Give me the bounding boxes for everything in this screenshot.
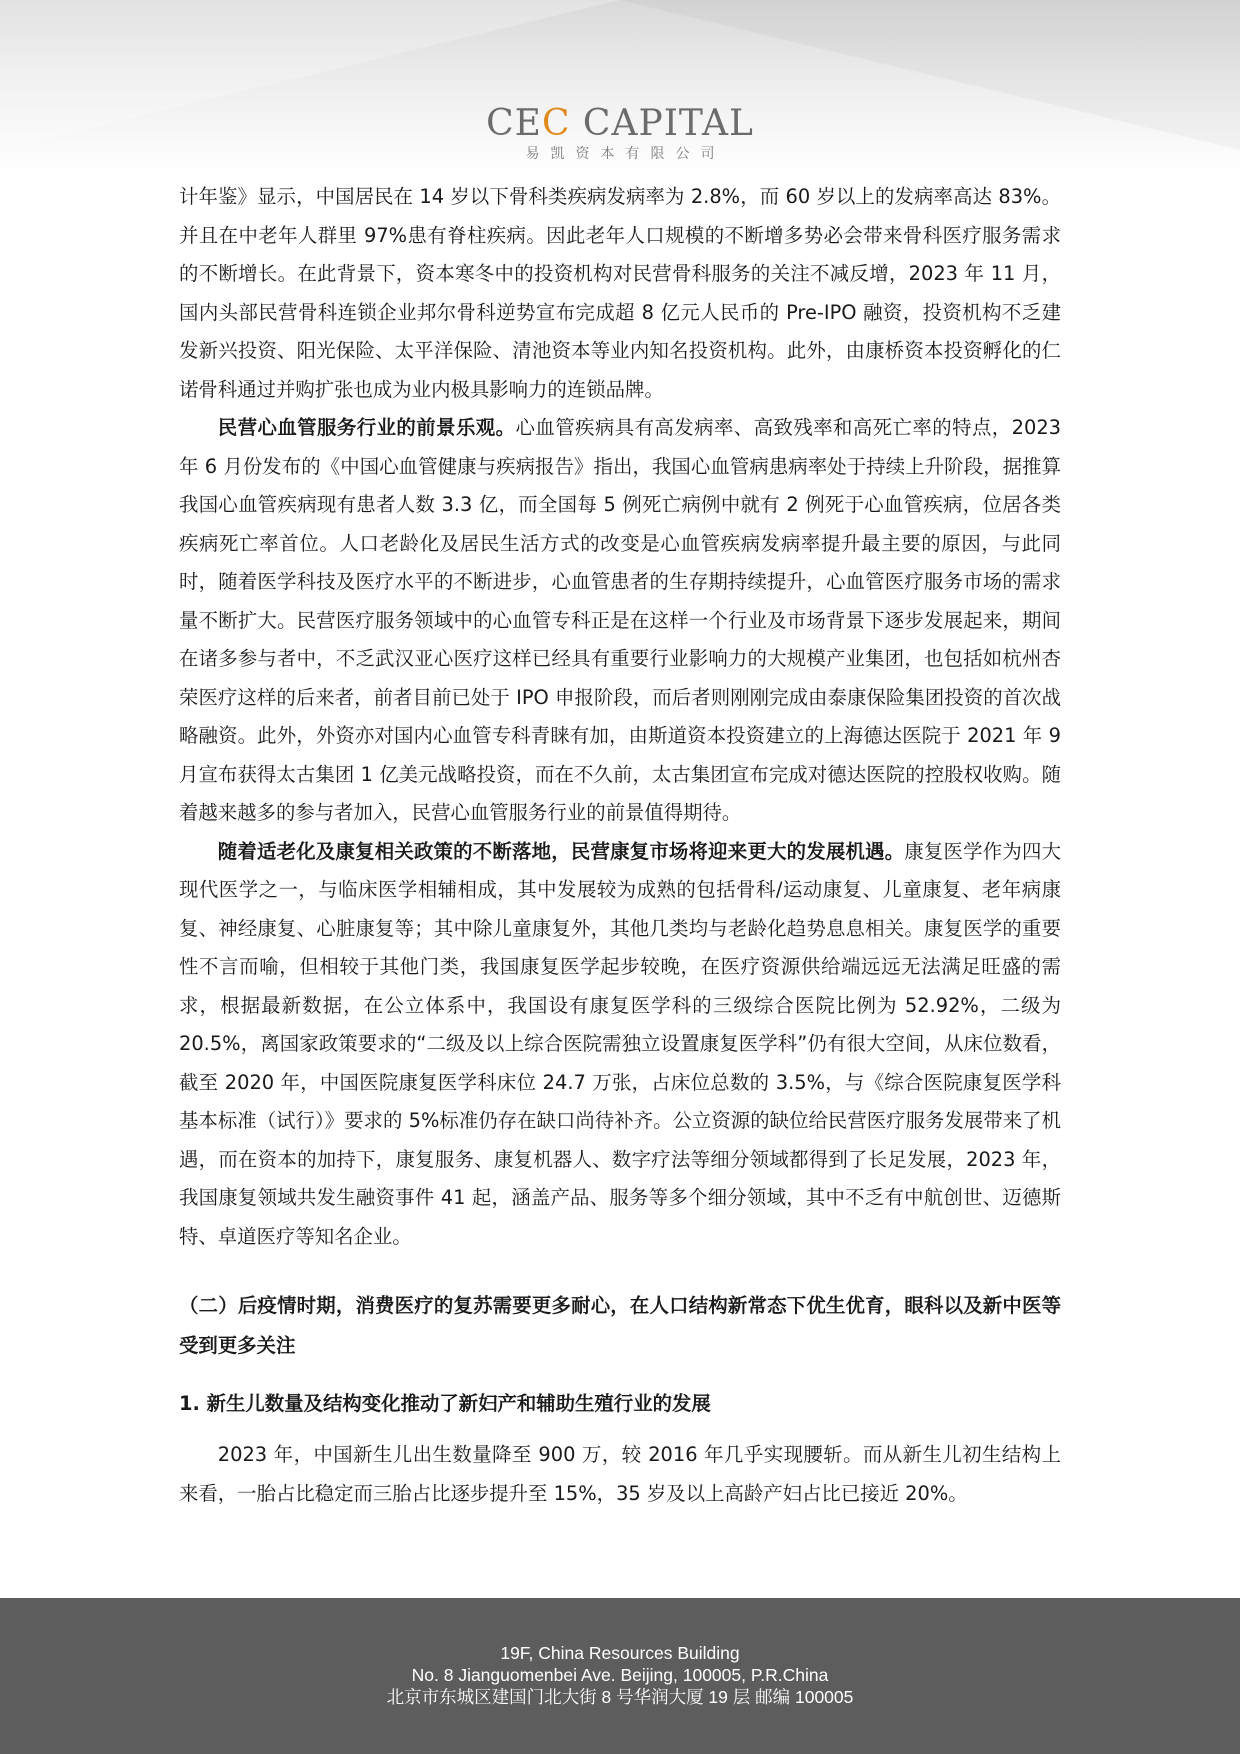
paragraph-text: 2023 年，中国新生儿出生数量降至 900 万，较 2016 年几乎实现腰斩。而从新生儿初生结构上来看，一胎占比稳定而三胎占比逐步提升至 15%，35 岁及以上高龄产妇占比已接近 20%。	[179, 1443, 1061, 1505]
paragraph-text: 康复医学作为四大现代医学之一，与临床医学相辅相成，其中发展较为成熟的包括骨科/运动康复、儿童康复、老年病康复、神经康复、心脏康复等；其中除儿童康复外，其他几类均与老龄化趋势息息相关。康复医学的重要性不言而喻，但相较于其他门类，我国康复医学起步较晚，在医疗资源供给端远远无法满足旺盛的需求，根据最新数据，在公立体系中，我国设有康复医学科的三级综合医院比例为 52.92%，二级为 20.5%，离国家政策要求的“二级及以上综合医院需独立设置康复医学科”仍有很大空间，从床位数看，截至 2020 年，中国医院康复医学科床位 24.7 万张，占床位总数的 3.5%，与《综合医院康复医学科基本标准（试行）》要求的 5%标准仍存在缺口尚待补齐。公立资源的缺位给民营医疗服务发展带来了机遇，而在资本的加持下，康复服务、康复机器人、数字疗法等细分领域都得到了长足发展，2023 年，我国康复领域共发生融资事件 41 起，涵盖产品、服务等多个细分领域，其中不乏有中航创世、迈德斯特、卓道医疗等知名企业。	[179, 839, 1062, 1248]
logo-subtitle: 易凯资本有限公司	[525, 146, 726, 162]
paragraph-orthopedics	[179, 178, 1061, 409]
paragraph-cardiovascular	[179, 409, 1061, 833]
company-logo	[0, 104, 1240, 163]
footer-line-street: No. 8 Jianguomenbei Ave. Beijing, 100005, P.R.China	[411, 1665, 829, 1685]
paragraph-newborn	[179, 1436, 1061, 1513]
footer-address	[0, 1642, 1240, 1708]
paragraph-rehabilitation	[179, 833, 1061, 1257]
logo-suffix: CAPITAL	[570, 103, 754, 144]
paragraph-lead: 民营心血管服务行业的前景乐观。	[217, 416, 516, 439]
footer-line-chinese-address: 北京市东城区建国门北大街 8 号华润大厦 19 层 邮编 100005	[386, 1687, 854, 1707]
document-body	[179, 178, 1061, 1513]
paragraph-text: 心血管疾病具有高发病率、高致残率和高死亡率的特点，2023 年 6 月份发布的《中国心血管健康与疾病报告》指出，我国心血管病患病率处于持续上升阶段，据推算我国心血管疾病现有患者人数 3.3 亿，而全国每 5 例死亡病例中就有 2 例死于心血管疾病，位居各类疾病死亡率首位。人口老龄化及居民生活方式的改变是心血管疾病发病率提升最主要的原因，与此同时，随着医学科技及医疗水平的不断进步，心血管患者的生存期持续提升，心血管医疗服务市场的需求量不断扩大。民营医疗服务领域中的心血管专科正是在这样一个行业及市场背景下逐步发展起来，期间在诸多参与者中，不乏武汉亚心医疗这样已经具有重要行业影响力的大规模产业集团，也包括如杭州杏荣医疗这样的后来者，前者目前已处于 IPO 申报阶段，而后者则刚刚完成由泰康保险集团投资的首次战略融资。此外，外资亦对国内心血管专科青睐有加，由斯道资本投资建立的上海德达医院于 2021 年 9 月宣布获得太古集团 1 亿美元战略投资，而在不久前，太古集团宣布完成对德达医院的控股权收购。随着越来越多的参与者加入，民营心血管服务行业的前景值得期待。	[179, 416, 1061, 824]
logo-prefix: CE	[486, 103, 542, 144]
page-footer	[0, 1598, 1240, 1754]
footer-line-building: 19F, China Resources Building	[500, 1643, 740, 1663]
logo-accent-letter: C	[541, 103, 571, 144]
paragraph-text: 计年鉴》显示，中国居民在 14 岁以下骨科类疾病发病率为 2.8%，而 60 岁以上的发病率高达 83%。并且在中老年人群里 97%患有脊柱疾病。因此老年人口规模的不断增多势必会带来骨科医疗服务需求的不断增长。在此背景下，资本寒冬中的投资机构对民营骨科服务的关注不减反增，2023 年 11 月，国内头部民营骨科连锁企业邦尔骨科逆势宣布完成超 8 亿元人民币的 Pre-IPO 融资，投资机构不乏建发新兴投资、阳光保险、太平洋保险、清池资本等业内知名投资机构。此外，由康桥资本投资孵化的仁诺骨科通过并购扩张也成为业内极具影响力的连锁品牌。	[179, 185, 1061, 401]
paragraph-lead: 随着适老化及康复相关政策的不断落地，民营康复市场将迎来更大的发展机遇。	[217, 839, 905, 863]
logo-wordmark	[0, 104, 1240, 144]
section-heading: （二）后疫情时期，消费医疗的复苏需要更多耐心，在人口结构新常态下优生优育，眼科以及新中医等受到更多关注	[179, 1294, 1061, 1357]
subsection-heading: 1. 新生儿数量及结构变化推动了新妇产和辅助生殖行业的发展	[179, 1392, 711, 1415]
